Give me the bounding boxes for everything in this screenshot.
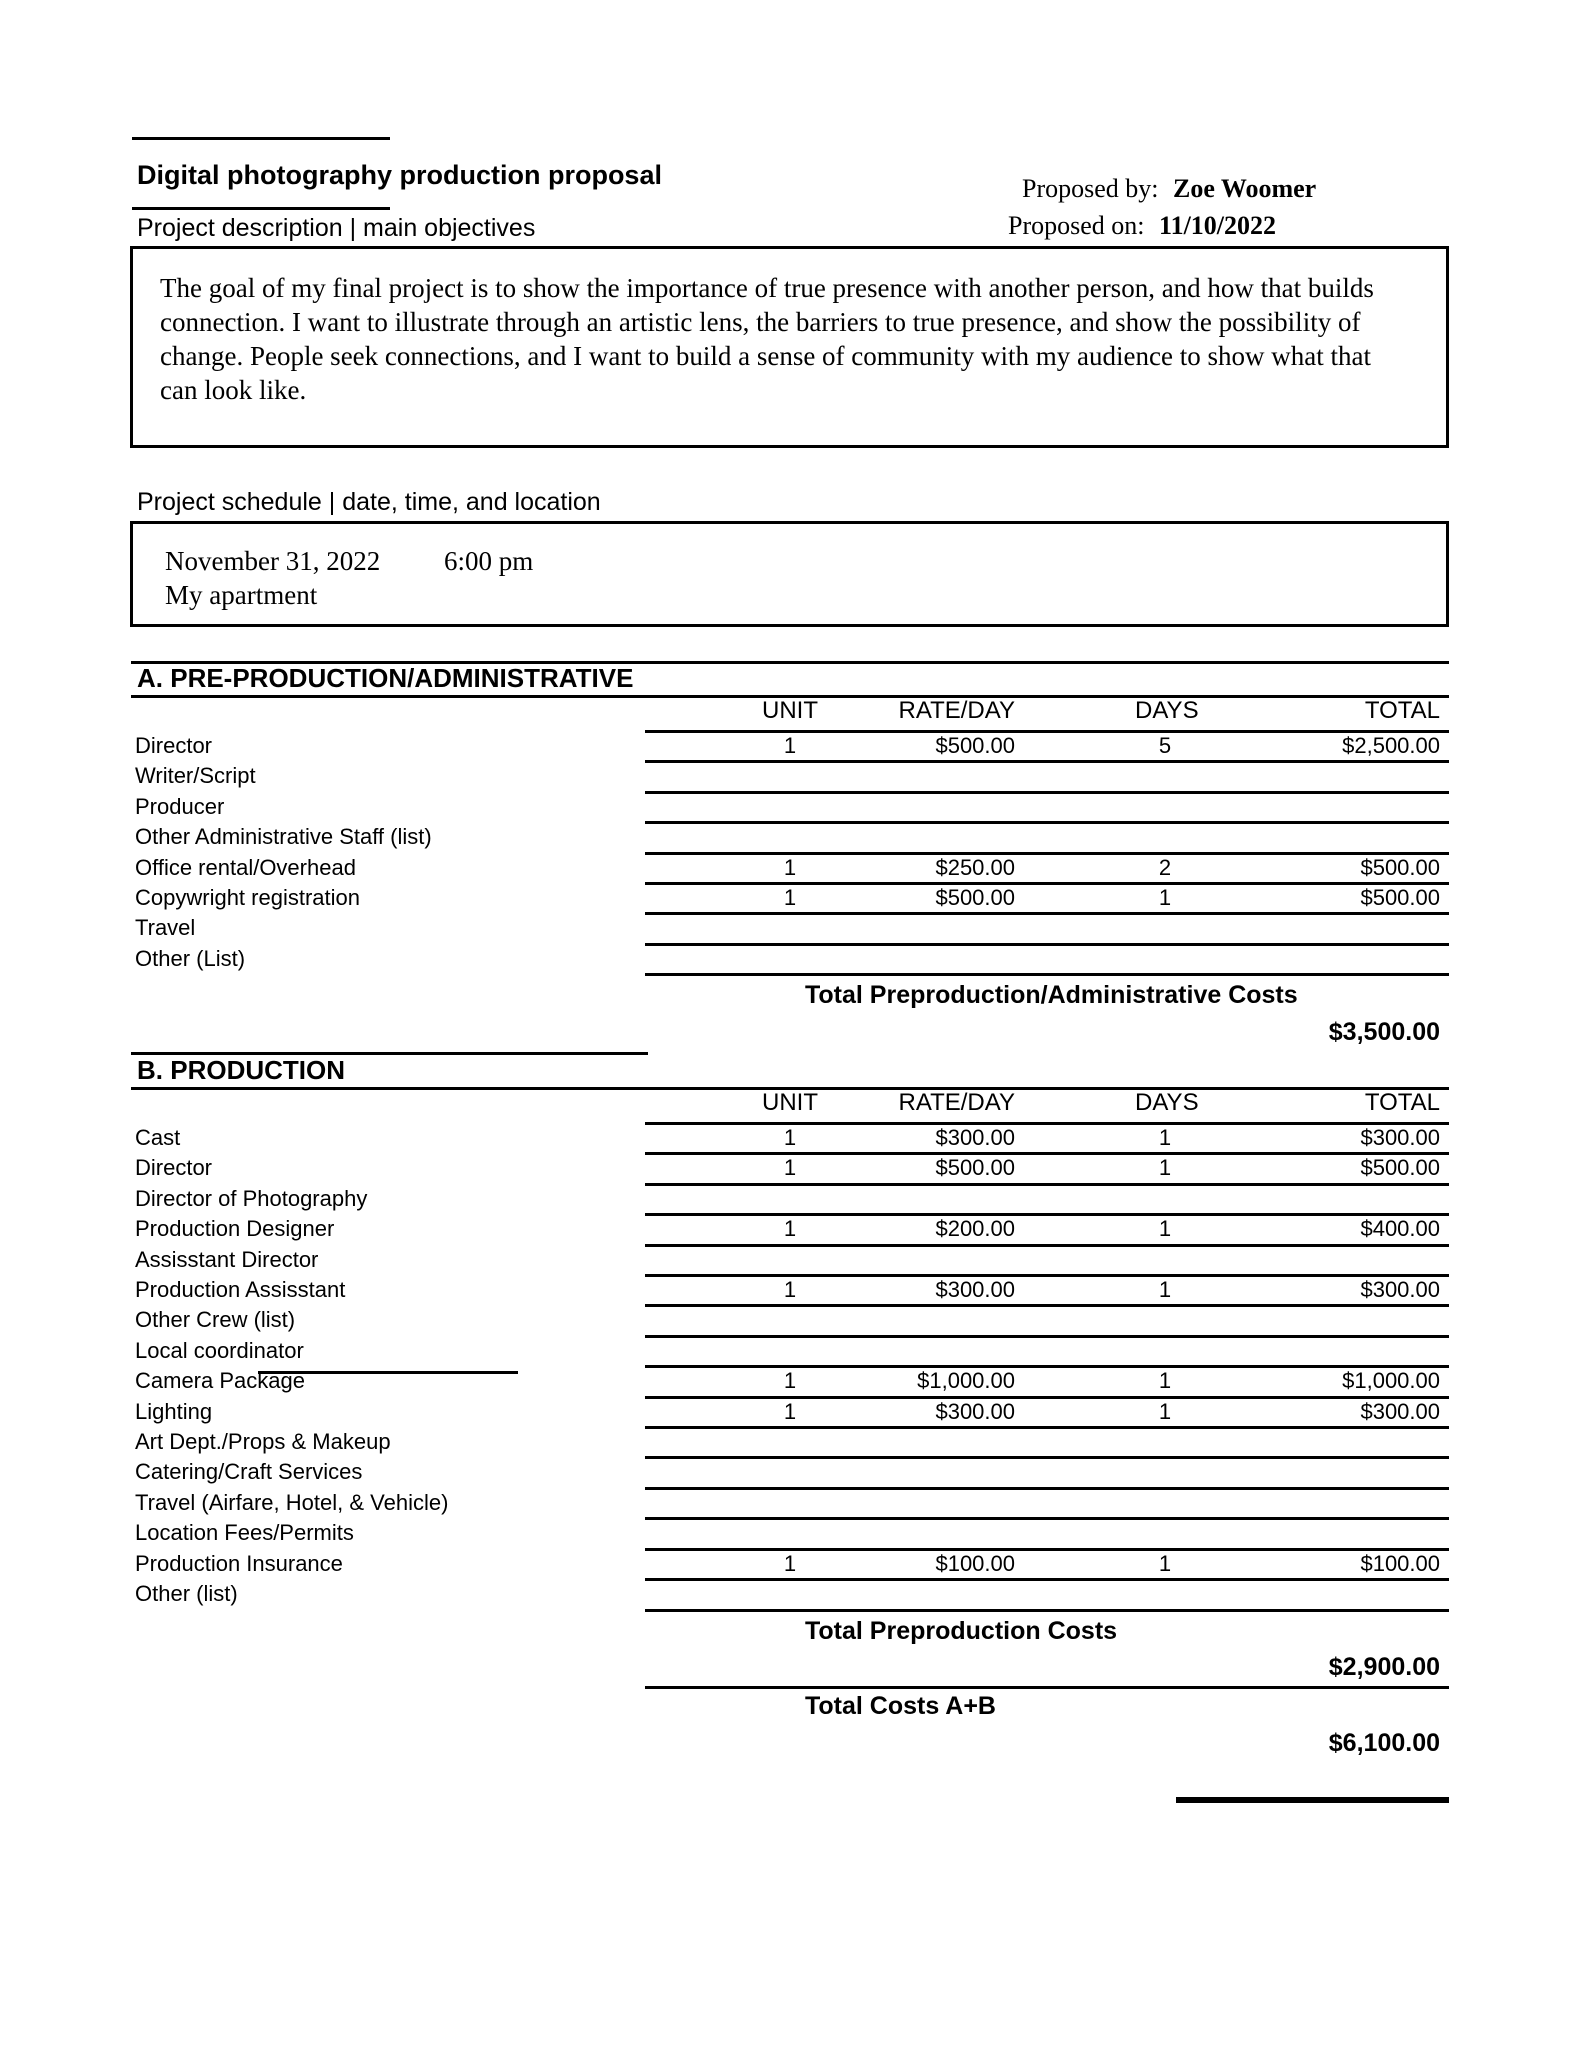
row-rule <box>645 1487 1449 1490</box>
description-line: change. People seek connections, and I want to build a sense of community with my audience to show what that <box>160 341 1371 371</box>
proposed-by <box>1022 174 1316 204</box>
line-item-rate: $500.00 <box>935 885 1015 910</box>
line-item-unit: 1 <box>783 733 797 758</box>
line-item-unit: 1 <box>783 1368 797 1394</box>
line-item-unit: 1 <box>783 1125 797 1150</box>
line-item-days: 2 <box>1158 854 1172 880</box>
line-item-total: $300.00 <box>1360 1125 1440 1150</box>
line-item-total: $300.00 <box>1360 1277 1440 1302</box>
line-item-label: Director <box>135 733 213 758</box>
line-item-days: 5 <box>1158 733 1172 758</box>
line-item-total: $2,500.00 <box>1342 733 1440 758</box>
description-line: can look like. <box>160 375 307 405</box>
col-total-a: TOTAL <box>1364 697 1440 724</box>
proposed-by-label: Proposed by: <box>1022 174 1159 203</box>
line-item-label: Camera Package <box>135 1368 305 1394</box>
section-end-rule <box>645 973 1449 976</box>
line-item-total: $400.00 <box>1360 1216 1440 1242</box>
line-item-label: Other Crew (list) <box>135 1307 296 1333</box>
line-item-label: Travel (Airfare, Hotel, & Vehicle) <box>135 1489 449 1515</box>
description-box <box>130 246 1449 448</box>
line-item-rate: $100.00 <box>935 1550 1015 1576</box>
row-rule <box>645 1183 1449 1186</box>
line-item-days: 1 <box>1158 1216 1172 1242</box>
row-rule <box>645 1578 1449 1581</box>
line-item-label: Local coordinator <box>135 1337 304 1363</box>
section-a-title: A. PRE-PRODUCTION/ADMINISTRATIVE <box>137 663 634 693</box>
line-item-days: 1 <box>1158 1155 1172 1181</box>
section-a-total-label: Total Preproduction/Administrative Costs <box>805 981 1298 1009</box>
row-rule <box>645 1517 1449 1520</box>
line-item-label: Production Designer <box>135 1216 335 1242</box>
line-item-unit: 1 <box>783 885 797 910</box>
proposed-on <box>1008 211 1276 241</box>
schedule-heading: Project schedule | date, time, and location <box>137 488 601 516</box>
title-top-rule <box>132 137 390 140</box>
col-rate-a: RATE/DAY <box>898 697 1015 724</box>
line-item-label: Location Fees/Permits <box>135 1520 354 1546</box>
section-end-rule <box>645 1609 1449 1612</box>
line-item-rate: $300.00 <box>935 1398 1015 1424</box>
row-rule <box>645 1456 1449 1459</box>
line-item-label: Cast <box>135 1125 181 1150</box>
row-rule <box>645 1244 1449 1247</box>
line-item-label: Lighting <box>135 1398 213 1424</box>
proposed-by-value: Zoe Woomer <box>1173 174 1317 203</box>
line-item-label: Copywright registration <box>135 885 360 910</box>
col-days-a: DAYS <box>1135 697 1199 724</box>
line-item-total: $300.00 <box>1360 1398 1440 1424</box>
line-item-days: 1 <box>1158 1277 1172 1302</box>
line-item-label: Other (list) <box>135 1581 238 1606</box>
line-item-rate: $250.00 <box>935 854 1015 880</box>
line-item-label: Production Insurance <box>135 1550 343 1576</box>
title-bottom-rule <box>132 207 390 210</box>
line-item-days: 1 <box>1158 1368 1172 1394</box>
line-item-total: $500.00 <box>1360 885 1440 910</box>
section-b-total-label: Total Preproduction Costs <box>805 1617 1118 1645</box>
line-item-unit: 1 <box>783 1550 797 1576</box>
line-item-unit: 1 <box>783 1398 797 1424</box>
description-line: The goal of my final project is to show the importance of true presence with another person, and how that builds <box>160 273 1374 303</box>
line-item-label: Catering/Craft Services <box>135 1459 363 1485</box>
line-item-label: Office rental/Overhead <box>135 854 356 880</box>
schedule-date: November 31, 2022 <box>165 546 381 576</box>
proposed-on-label: Proposed on: <box>1008 211 1145 240</box>
section-a-total-value: $3,500.00 <box>1328 1018 1440 1046</box>
line-item-label: Producer <box>135 793 225 819</box>
line-item-total: $1,000.00 <box>1342 1368 1440 1394</box>
col-unit-a: UNIT <box>762 697 818 724</box>
col-unit-b: UNIT <box>762 1089 818 1116</box>
line-item-rate: $500.00 <box>935 1155 1015 1181</box>
row-rule <box>645 1304 1449 1307</box>
row-rule <box>645 760 1449 763</box>
line-item-label: Director of Photography <box>135 1185 368 1211</box>
col-days-b: DAYS <box>1135 1089 1199 1116</box>
row-rule <box>645 821 1449 824</box>
line-item-label: Art Dept./Props & Makeup <box>135 1429 391 1454</box>
description-line: connection. I want to illustrate through an artistic lens, the barriers to true presence, and show the possibility of <box>160 307 1361 337</box>
col-rate-b: RATE/DAY <box>898 1089 1015 1116</box>
col-total-b: TOTAL <box>1364 1089 1440 1116</box>
line-item-label: Other Administrative Staff (list) <box>135 824 432 850</box>
line-item-rate: $1,000.00 <box>917 1368 1015 1394</box>
row-rule <box>645 912 1449 915</box>
line-item-rate: $500.00 <box>935 733 1015 758</box>
schedule-location: My apartment <box>165 580 318 610</box>
line-item-rate: $200.00 <box>935 1216 1015 1242</box>
line-item-total: $500.00 <box>1360 1155 1440 1181</box>
line-item-total: $100.00 <box>1360 1550 1440 1576</box>
grand-total-rule <box>645 1686 1449 1689</box>
line-item-label: Travel <box>135 915 196 941</box>
row-rule <box>645 1335 1449 1338</box>
line-item-rate: $300.00 <box>935 1125 1015 1150</box>
line-item-rate: $300.00 <box>935 1277 1015 1302</box>
section-b-title: B. PRODUCTION <box>137 1055 345 1085</box>
line-item-days: 1 <box>1158 1398 1172 1424</box>
description-heading: Project description | main objectives <box>137 214 536 242</box>
line-item-unit: 1 <box>783 1155 797 1181</box>
line-item-unit: 1 <box>783 1277 797 1302</box>
row-rule <box>645 1426 1449 1429</box>
grand-total-label: Total Costs A+B <box>805 1692 996 1720</box>
line-item-days: 1 <box>1158 885 1172 910</box>
line-item-unit: 1 <box>783 854 797 880</box>
proposed-on-value: 11/10/2022 <box>1159 211 1277 240</box>
line-item-label: Director <box>135 1155 213 1181</box>
line-item-days: 1 <box>1158 1550 1172 1576</box>
row-rule <box>645 943 1449 946</box>
schedule-time: 6:00 pm <box>444 546 534 576</box>
row-rule <box>645 791 1449 794</box>
line-item-label: Production Assisstant <box>135 1277 346 1302</box>
section-b-total-value: $2,900.00 <box>1328 1653 1440 1681</box>
description-text <box>160 271 1450 407</box>
line-item-label: Writer/Script <box>135 763 256 789</box>
page-end-rule <box>1176 1797 1449 1803</box>
line-item-label: Other (List) <box>135 945 246 971</box>
document-title: Digital photography production proposal <box>137 160 662 190</box>
line-item-label: Assisstant Director <box>135 1246 319 1272</box>
schedule-box <box>130 521 1449 627</box>
line-item-unit: 1 <box>783 1216 797 1242</box>
line-item-total: $500.00 <box>1360 854 1440 880</box>
line-item-days: 1 <box>1158 1125 1172 1150</box>
grand-total-value: $6,100.00 <box>1328 1729 1440 1757</box>
